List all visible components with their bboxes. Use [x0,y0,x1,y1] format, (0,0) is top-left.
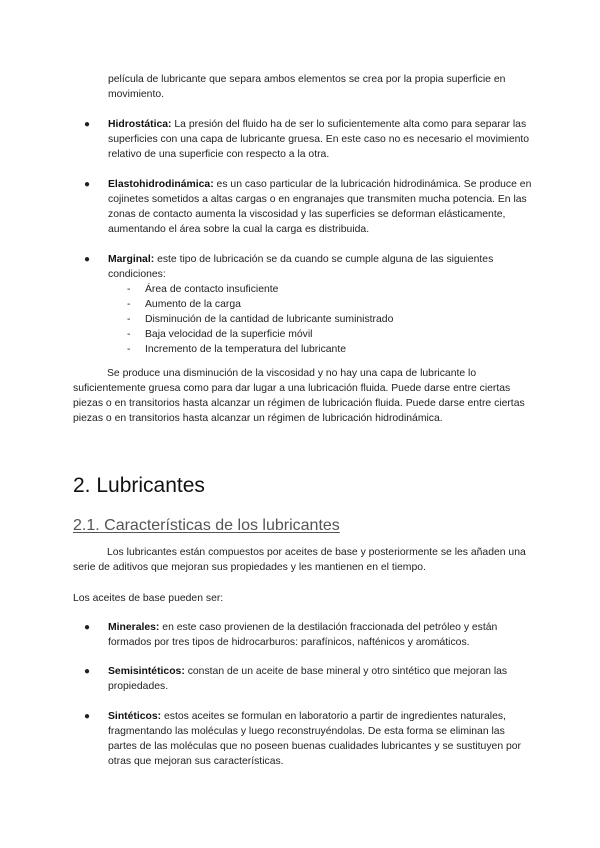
base-oils-intro: Los aceites de base pueden ser: [73,593,224,604]
subsection-title: 2.1. Características de los lubricantes [73,517,340,534]
section-title: 2. Lubricantes [73,474,205,497]
list-item: - Baja velocidad de la superficie móvil [127,329,313,340]
bullet-label: Hidrostática: [108,119,172,130]
bullet-dot-icon: ● [84,666,91,677]
bullet-dot-icon: ● [84,711,91,722]
list-item: - Disminución de la cantidad de lubricante suministrado [127,314,394,325]
list-item: - Incremento de la temperatura del lubricante [127,344,346,355]
list-item: - Área de contacto insuficiente [127,284,279,295]
bullet-label: Semisintéticos: [108,666,185,677]
bullet-text: estos aceites se formulan en laboratorio a partir de ingredientes naturales, fragmentando las moléculas y luego reconstruyéndolas. De esta forma se eliminan las partes de las moléculas que no poseen buenas cualidades lubricantes y se sustituyen por otras que mejoran sus características. [108,711,521,767]
bullet-label: Marginal: [108,254,155,265]
bullet-dot-icon: ● [84,254,91,265]
intro-paragraph: Los lubricantes están compuestos por aceites de base y posteriormente se les añaden una serie de aditivos que mejoran sus propiedades y les mantienen en el tiempo. [73,547,526,573]
list-item: - Aumento de la carga [127,299,241,310]
bullet-elastohidrodinamica [84,177,533,237]
dash-icon: - [127,299,131,310]
bullet-label: Sintéticos: [108,711,162,722]
continuation-paragraph: película de lubricante que separa ambos elementos se crea por la propia superficie en movimiento. [108,74,506,100]
dash-icon: - [127,284,131,295]
bullet-text: La presión del fluido ha de ser lo suficientemente alta como para separar las superficies con una capa de lubricante gruesa. En este caso no es necesario el movimiento relativo de una superficie con respecto a la otra. [108,119,530,160]
bullet-text: es un caso particular de la lubricación hidrodinámica. Se produce en cojinetes sometidos a altas cargas o en engranajes que transmiten mucha potencia. En las zonas de contacto aumenta la viscosidad y las superficies se deforman elásticamente, aumentando el área sobre la cual la carga es distribuida. [108,179,532,235]
bullet-minerales [84,620,533,650]
bullet-text: en este caso provienen de la destilación fraccionada del petróleo y están formados por tres tipos de hidrocarburos: parafínicos, nafténicos y aromáticos. [108,622,498,648]
bullet-marginal [84,252,533,357]
bullet-label: Minerales: [108,622,160,633]
bullet-text: constan de un aceite de base mineral y otro sintético que mejoran las propiedades. [108,666,508,692]
dash-icon: - [127,314,131,325]
bullet-hidrostatica [84,117,533,162]
dash-icon: - [127,344,131,355]
bullet-text: este tipo de lubricación se da cuando se cumple alguna de las siguientes condiciones: [108,254,494,280]
marginal-paragraph: Se produce una disminución de la viscosidad y no hay una capa de lubricante lo suficientemente gruesa como para dar lugar a una lubricación fluida. Puede darse entre ciertas piezas o en transitorios hasta alcanzar un régimen de lubricación fluida. Puede darse entre ciertas piezas o en transitorios hasta alcanzar un régimen de lubricación hidrodinámica. [73,368,525,424]
bullet-label: Elastohidrodinámica: [108,179,214,190]
bullet-semisinteticos [84,664,533,694]
bullet-sinteticos [84,709,533,769]
bullet-dot-icon: ● [84,179,91,190]
dash-icon: - [127,329,131,340]
conditions-list [108,282,533,357]
bullet-dot-icon: ● [84,622,91,633]
bullet-dot-icon: ● [84,119,91,130]
